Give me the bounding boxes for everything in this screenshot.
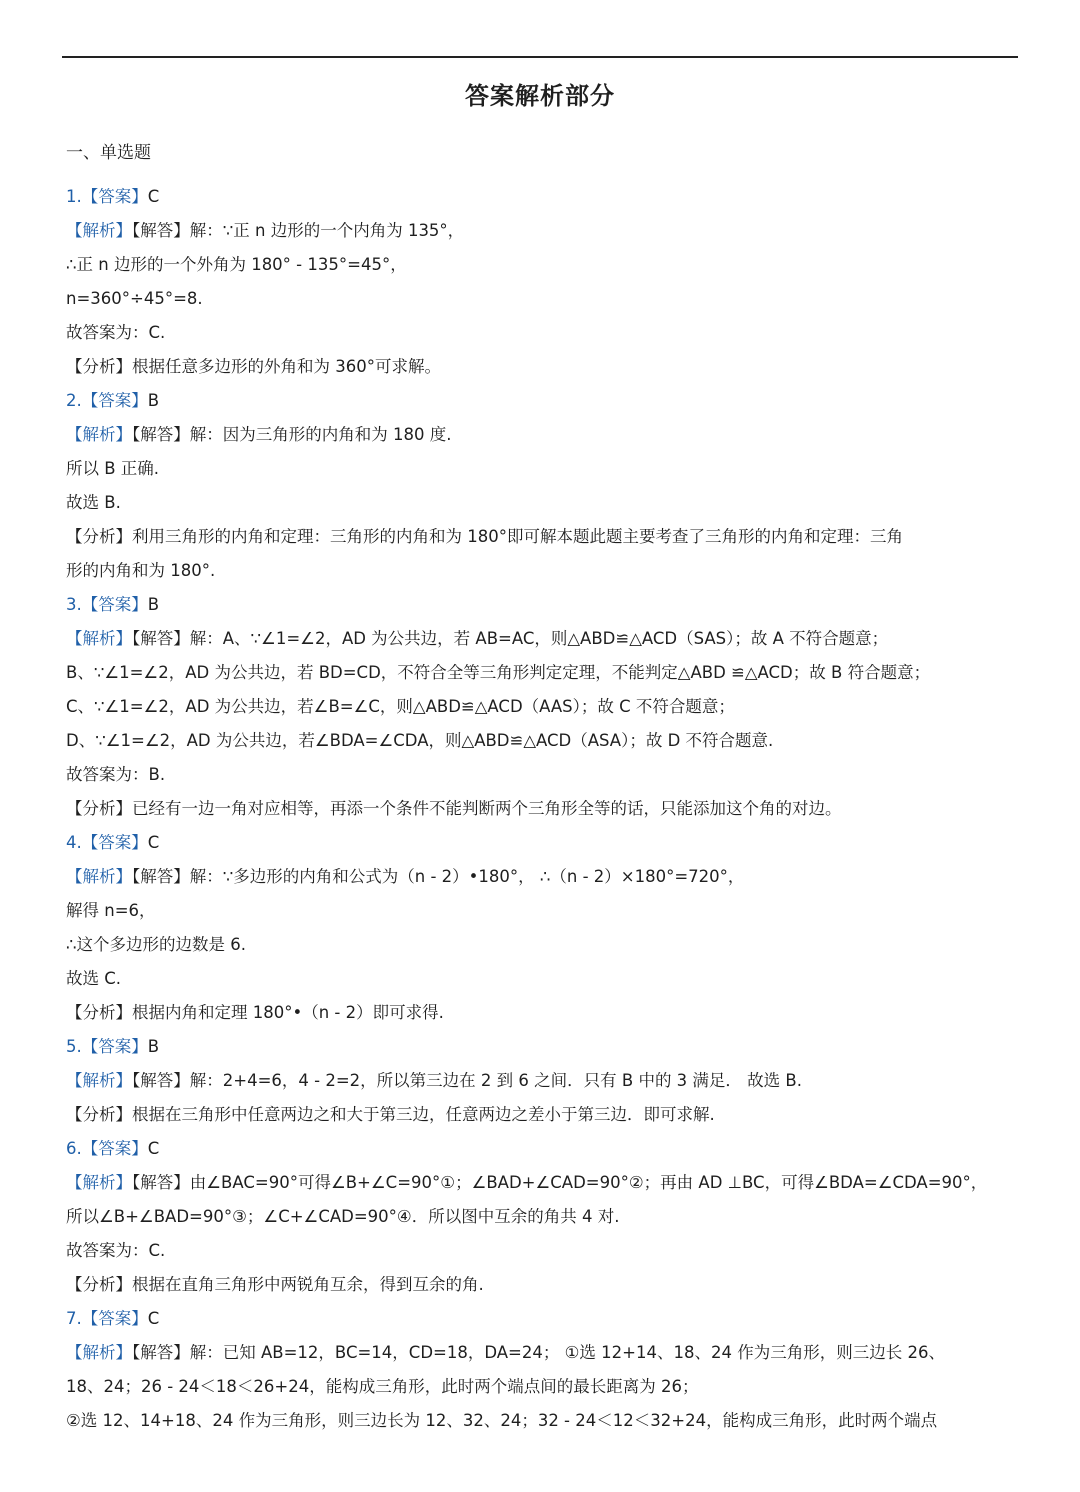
answer-line — [66, 656, 1014, 690]
answer-text: 【分析】根据内角和定理 180°•（n - 2）即可求得. — [66, 1003, 444, 1022]
answer-text: 故选 B. — [66, 493, 121, 512]
answer-line — [66, 996, 1014, 1030]
answer-line — [66, 1098, 1014, 1132]
answer-line — [66, 384, 1014, 418]
answer-line — [66, 928, 1014, 962]
answer-line — [66, 962, 1014, 996]
answer-line — [66, 1302, 1014, 1336]
answer-line — [66, 486, 1014, 520]
answer-line — [66, 724, 1014, 758]
answer-text: B、∵∠1=∠2，AD 为公共边，若 BD=CD，不符合全等三角形判定定理，不能判定△ABD ≌△ACD；故 B 符合题意； — [66, 663, 931, 682]
answer-text: ∴这个多边形的边数是 6. — [66, 935, 246, 954]
answer-text: D、∵∠1=∠2，AD 为公共边，若∠BDA=∠CDA，则△ABD≌△ACD（ASA）；故 D 不符合题意. — [66, 731, 774, 750]
answer-text: 故答案为：B. — [66, 765, 166, 784]
answer-line — [66, 282, 1014, 316]
answer-text: 【解答】解：∵正 n 边形的一个内角为 135°， — [132, 221, 465, 240]
answer-line — [66, 1370, 1014, 1404]
answer-tag: 3.【答案】 — [66, 595, 148, 614]
answer-line — [66, 1166, 1014, 1200]
answer-text: 【解答】由∠BAC=90°可得∠B+∠C=90°①；∠BAD+∠CAD=90°②；再由 AD ⊥BC，可得∠BDA=∠CDA=90°， — [132, 1173, 988, 1192]
answer-tag: 2.【答案】 — [66, 391, 148, 410]
answer-text: ②选 12、14+18、24 作为三角形，则三边长为 12、32、24；32 - 24＜12＜32+24，能构成三角形，此时两个端点 — [66, 1411, 938, 1430]
answer-tag: 【解析】 — [66, 1343, 132, 1362]
answer-text: C — [147, 1309, 160, 1328]
answer-text: 【分析】根据任意多边形的外角和为 360°可求解。 — [66, 357, 441, 376]
answer-text: 【分析】根据在三角形中任意两边之和大于第三边，任意两边之差小于第三边．即可求解. — [66, 1105, 715, 1124]
answer-text: 【解答】解：已知 AB=12，BC=14，CD=18，DA=24； ①选 12+14、18、24 作为三角形，则三边长 26、 — [132, 1343, 945, 1362]
answer-text: n=360°÷45°=8. — [66, 289, 203, 308]
answer-line — [66, 554, 1014, 588]
answer-text: 【分析】根据在直角三角形中两锐角互余，得到互余的角. — [66, 1275, 484, 1294]
answer-text: 【解答】解：A、∵∠1=∠2，AD 为公共边，若 AB=AC，则△ABD≌△ACD（SAS）；故 A 不符合题意； — [132, 629, 889, 648]
answer-text: ∴正 n 边形的一个外角为 180° - 135°=45°， — [66, 255, 407, 274]
answer-text: 形的内角和为 180°. — [66, 561, 216, 580]
answer-text: 故答案为：C. — [66, 323, 166, 342]
answer-tag: 5.【答案】 — [66, 1037, 148, 1056]
answer-text: C、∵∠1=∠2，AD 为公共边，若∠B=∠C，则△ABD≌△ACD（AAS）；故 C 不符合题意； — [66, 697, 735, 716]
answer-line — [66, 622, 1014, 656]
answer-tag: 7.【答案】 — [66, 1309, 148, 1328]
answer-text: B — [147, 595, 160, 614]
answer-line — [66, 350, 1014, 384]
answer-tag: 【解析】 — [66, 629, 132, 648]
answer-tag: 4.【答案】 — [66, 833, 148, 852]
answer-line — [66, 214, 1014, 248]
answer-text: C — [147, 187, 160, 206]
answer-text: B — [147, 391, 160, 410]
answer-tag: 【解析】 — [66, 425, 132, 444]
page-title: 答案解析部分 — [465, 82, 615, 110]
answer-line — [66, 1200, 1014, 1234]
answer-line — [66, 792, 1014, 826]
answer-line — [66, 180, 1014, 214]
answer-line — [66, 316, 1014, 350]
answer-line — [66, 248, 1014, 282]
answer-text: 所以∠B+∠BAD=90°③；∠C+∠CAD=90°④．所以图中互余的角共 4 对. — [66, 1207, 620, 1226]
answer-tag: 【解析】 — [66, 1071, 132, 1090]
answer-text: 【解答】解：2+4=6，4 - 2=2，所以第三边在 2 到 6 之间．只有 B 中的 3 满足． 故选 B. — [132, 1071, 802, 1090]
answer-line — [66, 758, 1014, 792]
answer-text: 18、24；26 - 24＜18＜26+24，能构成三角形，此时两个端点间的最长距离为 26； — [66, 1377, 699, 1396]
answer-text: C — [147, 833, 160, 852]
answer-line — [66, 1132, 1014, 1166]
answer-text: 故选 C. — [66, 969, 122, 988]
answer-text: 【分析】利用三角形的内角和定理：三角形的内角和为 180°即可解本题此题主要考查了三角形的内角和定理：三角 — [66, 527, 903, 546]
answer-text: 【解答】解：∵多边形的内角和公式为（n - 2）•180°， ∴（n - 2）×180°=720°， — [132, 867, 745, 886]
answer-line — [66, 1030, 1014, 1064]
top-rule — [62, 56, 1018, 58]
answer-line — [66, 690, 1014, 724]
answer-text: 所以 B 正确. — [66, 459, 160, 478]
answer-line — [66, 1268, 1014, 1302]
answer-line — [66, 894, 1014, 928]
answer-line — [66, 1336, 1014, 1370]
answer-tag: 6.【答案】 — [66, 1139, 148, 1158]
answer-tag: 【解析】 — [66, 867, 132, 886]
answer-text: C — [147, 1139, 160, 1158]
answer-tag: 【解析】 — [66, 221, 132, 240]
answer-line — [66, 452, 1014, 486]
answer-line — [66, 418, 1014, 452]
answer-line — [66, 1404, 1014, 1438]
answer-text: 解得 n=6， — [66, 901, 156, 920]
answer-line — [66, 588, 1014, 622]
answer-content — [66, 180, 1014, 1438]
answer-line — [66, 826, 1014, 860]
answer-line — [66, 520, 1014, 554]
answer-tag: 【解析】 — [66, 1173, 132, 1192]
section-heading: 一、单选题 — [66, 143, 151, 163]
answer-line — [66, 860, 1014, 894]
answer-line — [66, 1064, 1014, 1098]
answer-line — [66, 1234, 1014, 1268]
answer-text: B — [147, 1037, 160, 1056]
answer-tag: 1.【答案】 — [66, 187, 148, 206]
answer-text: 【分析】已经有一边一角对应相等，再添一个条件不能判断两个三角形全等的话，只能添加这个角的对边。 — [66, 799, 842, 818]
answer-text: 【解答】解：因为三角形的内角和为 180 度. — [132, 425, 452, 444]
answer-text: 故答案为：C. — [66, 1241, 166, 1260]
